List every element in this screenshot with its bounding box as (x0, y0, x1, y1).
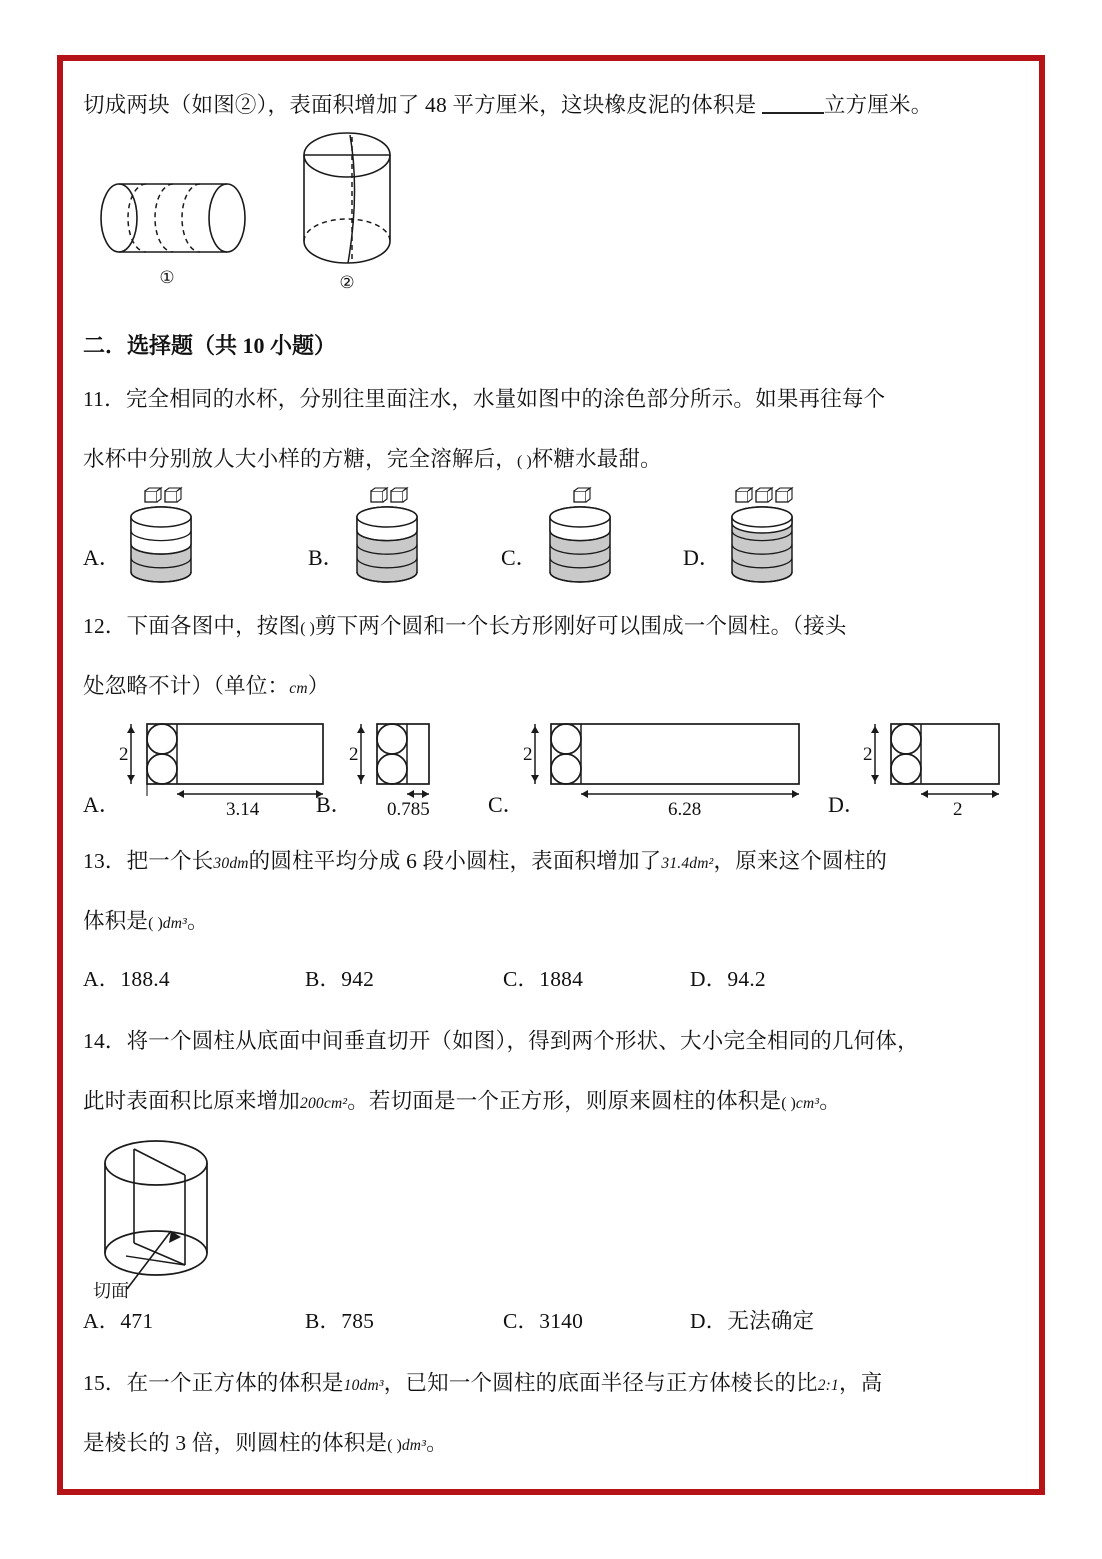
q11-option-a-label[interactable]: A． (83, 545, 121, 570)
q10-figure-1 (87, 156, 247, 288)
q15-text-1a: 在一个正方体的体积是 (126, 1371, 344, 1395)
q14-answer-paren[interactable]: ( ) (781, 1095, 796, 1112)
q12-option-a-label[interactable]: A． (83, 792, 121, 817)
q11-option-d-figure[interactable] (720, 489, 815, 593)
q14-unit-area: 200cm² (300, 1095, 348, 1112)
q12-option-b-label[interactable]: B． (316, 792, 353, 817)
q13-unit-area: 31.4dm² (661, 855, 714, 872)
q11-line-1 (83, 389, 885, 411)
q15-unit-volume-cube: 10dm³ (343, 1377, 384, 1394)
q11-options (83, 489, 1033, 599)
q13-option-d[interactable]: D．94.2 (690, 967, 766, 991)
q13-option-a[interactable]: A．188.4 (83, 967, 170, 991)
q15-answer-paren[interactable]: ( ) (387, 1437, 402, 1454)
svg-text:2: 2 (523, 744, 533, 765)
q12-text-1a: 下面各图中，按图 (126, 614, 301, 638)
q13-text-1c: ，原来这个圆柱的 (713, 849, 888, 873)
svg-text:6.28: 6.28 (668, 799, 702, 820)
q14-text-2b: 。若切面是一个正方形，则原来圆柱的体积是 (347, 1089, 782, 1113)
q15-text-1c: ，高 (839, 1371, 883, 1395)
q14-line-2 (83, 1091, 841, 1113)
q13-text-2b: 。 (186, 909, 209, 933)
q12-option-d-figure[interactable] (863, 716, 1005, 820)
q10-answer-blank[interactable] (762, 98, 824, 114)
q11-number: 11． (83, 387, 126, 411)
q10-tail-line (83, 95, 932, 117)
q13-text-1a: 把一个长 (126, 849, 214, 873)
q12-text-2b: ） (307, 674, 330, 698)
q10-figure-2-caption: ② (339, 273, 355, 292)
q13-unit-volume: dm³ (162, 915, 187, 932)
q12-line-2 (83, 676, 329, 698)
q11-option-b-label[interactable]: B． (308, 545, 345, 570)
q13-number: 13． (83, 849, 127, 873)
exam-page-border (57, 55, 1045, 1495)
q15-unit-volume: dm³ (401, 1437, 427, 1454)
q14-option-a[interactable]: A．471 (83, 1309, 154, 1333)
q13-unit-length: 30dm (213, 855, 249, 872)
page-content (77, 71, 1025, 1483)
q10-text-after-blank: 立方厘米。 (823, 93, 933, 117)
q15-number: 15． (83, 1371, 127, 1395)
q12-options (83, 716, 1043, 826)
svg-text:0.785: 0.785 (387, 799, 430, 820)
q13-line-2 (83, 911, 209, 933)
q11-option-a-figure[interactable] (119, 489, 214, 593)
q11-option-b-figure[interactable] (345, 489, 440, 593)
q15-text-1b: ，已知一个圆柱的底面半径与正方体棱长的比 (383, 1371, 818, 1395)
q13-text-1b: 的圆柱平均分成 6 段小圆柱，表面积增加了 (248, 849, 662, 873)
q10-text-before-blank: 切成两块（如图②），表面积增加了 48 平方厘米，这块橡皮泥的体积是 (83, 93, 757, 117)
q12-text-2a: 处忽略不计）（单位： (83, 674, 290, 698)
q14-option-b[interactable]: B．785 (305, 1309, 375, 1333)
q12-line-1 (83, 616, 847, 638)
q15-text-2b: 。 (426, 1431, 448, 1455)
q14-option-c[interactable]: C．3140 (503, 1309, 584, 1333)
q12-number: 12． (83, 614, 127, 638)
q11-text-1: 完全相同的水杯，分别往里面注水，水量如图中的涂色部分所示。如果再往每个 (125, 387, 886, 411)
q12-option-b-figure[interactable] (349, 716, 491, 820)
q15-ratio: 2:1 (817, 1377, 839, 1394)
q11-option-c-figure[interactable] (538, 489, 633, 593)
q10-figure-2 (282, 123, 412, 293)
q14-line-1 (83, 1031, 919, 1053)
svg-text:2: 2 (349, 744, 359, 765)
q12-option-c-label[interactable]: C． (488, 792, 525, 817)
q11-text-2b: 杯糖水最甜。 (531, 447, 662, 471)
q14-unit-volume: cm³ (795, 1095, 820, 1112)
q12-option-c-figure[interactable] (523, 716, 815, 820)
q13-line-1 (83, 851, 887, 873)
q11-line-2 (83, 449, 662, 471)
q14-figure (91, 1131, 271, 1299)
q12-option-a-figure[interactable] (119, 716, 336, 820)
svg-text:3.14: 3.14 (226, 799, 260, 820)
svg-text:2: 2 (863, 744, 873, 765)
q14-option-d[interactable]: D．无法确定 (690, 1309, 815, 1333)
q13-text-2a: 体积是 (83, 909, 149, 933)
q12-answer-paren[interactable]: ( ) (300, 620, 315, 637)
q13-option-c[interactable]: C．1884 (503, 967, 584, 991)
q10-figure-1-caption: ① (159, 268, 175, 287)
q15-line-1 (83, 1373, 882, 1395)
q11-answer-paren[interactable]: ( ) (517, 453, 532, 470)
q12-option-d-label[interactable]: D． (828, 792, 866, 817)
q12-text-1b: 剪下两个圆和一个长方形刚好可以围成一个圆柱。（接头 (314, 614, 847, 638)
q12-option-a-height: 2 (119, 744, 129, 765)
q11-option-c-label[interactable]: C． (501, 545, 538, 570)
svg-text:2: 2 (953, 799, 963, 820)
q13-answer-paren[interactable]: ( ) (148, 915, 163, 932)
q14-figure-label-text: 切面 (93, 1281, 129, 1301)
section-heading-choice: 二．选择题（共 10 小题） (83, 333, 337, 358)
q14-number: 14． (83, 1029, 127, 1053)
q14-text-1: 将一个圆柱从底面中间垂直切开（如图），得到两个形状、大小完全相同的几何体， (126, 1029, 919, 1053)
q15-line-2 (83, 1433, 448, 1455)
q13-option-b[interactable]: B．942 (305, 967, 375, 991)
q14-text-2c: 。 (819, 1089, 841, 1113)
q14-text-2a: 此时表面积比原来增加 (83, 1089, 301, 1113)
q12-unit-cm: cm (289, 680, 308, 697)
q11-text-2a: 水杯中分别放人大小样的方糖，完全溶解后， (83, 447, 518, 471)
q11-option-d-label[interactable]: D． (683, 545, 721, 570)
q15-text-2a: 是棱长的 3 倍，则圆柱的体积是 (83, 1431, 388, 1455)
